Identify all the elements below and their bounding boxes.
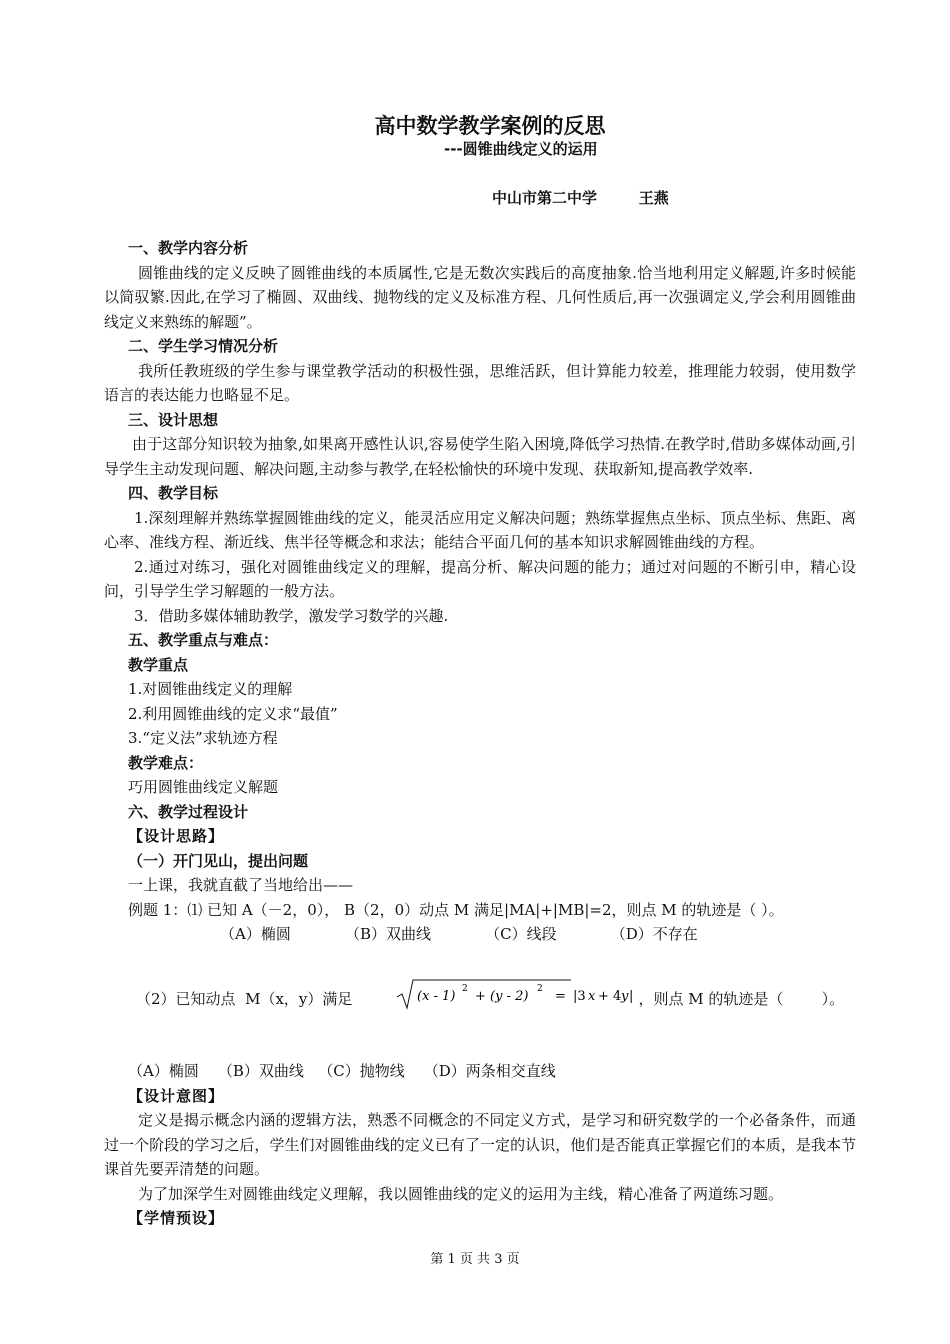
doc-subtitle: ---圆锥曲线定义的运用 xyxy=(444,140,598,158)
example-2-suffix: ，则点 M 的轨迹是（ ）。 xyxy=(638,989,845,1008)
section-heading-4: 四、教学目标 xyxy=(128,484,219,502)
key-point-1: 1.对圆锥曲线定义的理解 xyxy=(128,680,293,698)
svg-text:(y - 2): (y - 2) xyxy=(489,989,528,1004)
svg-text:|: | xyxy=(628,989,633,1004)
example-2-formula xyxy=(356,953,634,1046)
doc-title: 高中数学教学案例的反思 xyxy=(374,114,606,138)
section-heading-5: 五、教学重点与难点： xyxy=(128,631,279,649)
difficulty-1: 巧用圆锥曲线定义解题 xyxy=(128,778,279,796)
section-para-3: 由于这部分知识较为抽象,如果离开感性认识,容易使学生陷入困境,降低学习热情.在教学时,借助多媒体动画,引导学生主动发现问题、解决问题,主动参与教学,在轻松愉快的环境中发现、获取新知,提高教学效率. xyxy=(104,435,856,478)
svg-text:2: 2 xyxy=(461,984,468,994)
section-heading-3: 三、设计思想 xyxy=(128,410,219,429)
doc-author: 中山市第二中学 王燕 xyxy=(492,189,669,207)
svg-text:+ 4: + 4 xyxy=(597,989,621,1004)
svg-text:|3: |3 xyxy=(572,989,586,1004)
difficulty-heading: 教学难点： xyxy=(128,753,204,772)
svg-text:y: y xyxy=(620,989,628,1004)
doc-body xyxy=(104,236,856,1231)
section-heading-6: 六、教学过程设计 xyxy=(128,802,249,821)
example-1-choices: （A）椭圆 （B）双曲线 （C）线段 （D）不存在 xyxy=(220,925,698,943)
intent-para-1: 定义是揭示概念内涵的逻辑方法，熟悉不同概念的不同定义方式，是学习和研究数学的一个必备条件，而通过一个阶段的学习之后，学生们对圆锥曲线的定义已有了一定的认识，他们是否能真正掌握它们的本质，是我本节课首先要弄清楚的问题。 xyxy=(104,1111,856,1178)
example-1: 例题 1：⑴ 已知 A（－2，0）， B（2，0）动点 M 满足|MA|+|MB|=2，则点 M 的轨迹是（ ）。 xyxy=(128,900,784,919)
section-heading-1: 一、教学内容分析 xyxy=(128,239,249,257)
design-idea-label: 【设计思路】 xyxy=(128,827,225,845)
example-2-prefix: （2）已知动点 M（x，y）满足 xyxy=(136,989,353,1008)
svg-text:2: 2 xyxy=(536,984,543,994)
example-2-choices: （A）椭圆 （B）双曲线 （C）抛物线 （D）两条相交直线 xyxy=(128,1062,556,1080)
goal-1: 1.深刻理解并熟练掌握圆锥曲线的定义，能灵活应用定义解决问题；熟练掌握焦点坐标、顶点坐标、焦距、离心率、准线方程、渐近线、焦半径等概念和求法；能结合平面几何的基本知识求解圆锥曲线的方程。 xyxy=(104,508,856,551)
section-para-1: 圆锥曲线的定义反映了圆锥曲线的本质属性,它是无数次实践后的高度抽象.恰当地利用定义解题,许多时候能以简驭繁.因此,在学习了椭圆、双曲线、抛物线的定义及标准方程、几何性质后,再一次强调定义,学会利用圆锥曲线定义来熟练的解题”。 xyxy=(104,263,856,331)
goal-2: 2.通过对练习，强化对圆锥曲线定义的理解，提高分析、解决问题的能力；通过对问题的不断引申，精心设问，引导学生学习解题的一般方法。 xyxy=(104,557,856,600)
svg-text:=: = xyxy=(554,989,566,1004)
goal-3: 3．借助多媒体辅助教学，激发学习数学的兴趣. xyxy=(134,606,449,625)
svg-text:x: x xyxy=(587,989,595,1004)
svg-text:+: + xyxy=(474,989,486,1004)
key-points-heading: 教学重点 xyxy=(128,655,189,674)
design-intent-label: 【设计意图】 xyxy=(128,1086,225,1105)
page-footer: 第 1 页 共 3 页 xyxy=(430,1252,520,1267)
key-point-2: 2.利用圆锥曲线的定义求“最值” xyxy=(128,704,338,723)
formula-svg xyxy=(395,977,635,1013)
key-point-3: 3.“定义法”求轨迹方程 xyxy=(128,729,278,747)
intent-para-2: 为了加深学生对圆锥曲线定义理解，我以圆锥曲线的定义的运用为主线，精心准备了两道练习题。 xyxy=(138,1184,784,1203)
section-para-2: 我所任教班级的学生参与课堂教学活动的积极性强，思维活跃，但计算能力较差，推理能力较弱，使用数学语言的表达能力也略显不足。 xyxy=(104,361,856,404)
example-2 xyxy=(136,953,856,1046)
intro-line: 一上课，我就直截了当地给出—— xyxy=(128,876,354,894)
student-preset-label: 【学情预设】 xyxy=(128,1209,225,1227)
section-heading-2: 二、学生学习情况分析 xyxy=(128,337,279,355)
part-1-heading: （一）开门见山，提出问题 xyxy=(128,851,309,870)
svg-text:(x - 1): (x - 1) xyxy=(416,989,455,1004)
